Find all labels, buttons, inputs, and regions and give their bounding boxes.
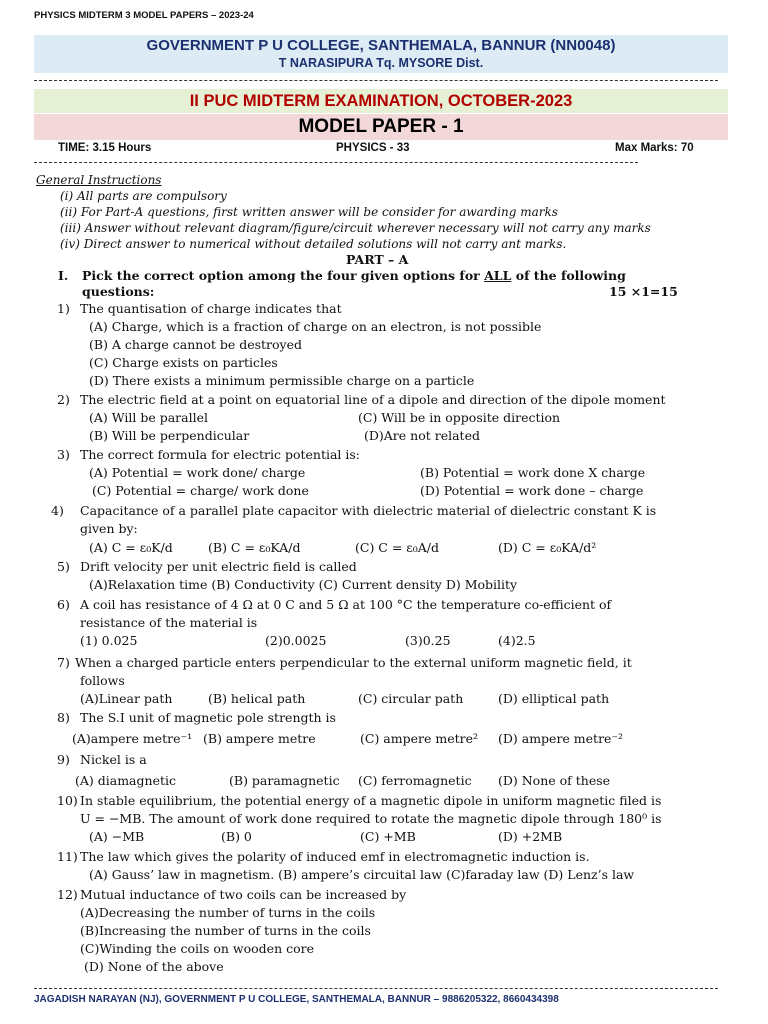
option: (D) There exists a minimum permissible charge on a particle (89, 373, 475, 388)
option: (B) 0 (221, 829, 252, 844)
question-text: The S.I unit of magnetic pole strength is (80, 710, 336, 725)
option: (A) Charge, which is a fraction of charge on an electron, is not possible (89, 319, 542, 334)
question-number: 5) (57, 559, 70, 574)
option: (D)Are not related (364, 428, 480, 443)
question-text: Capacitance of a parallel plate capacitor with dielectric material of dielectric constant K is (80, 503, 657, 518)
exam-title: II PUC MIDTERM EXAMINATION, OCTOBER-2023 (189, 92, 573, 110)
footer-divider (34, 988, 718, 989)
option: (A) Potential = work done/ charge (89, 465, 306, 480)
question-number: 2) (57, 392, 70, 407)
option: (C) C = ε₀A/d (355, 540, 440, 555)
option: (D) None of these (498, 773, 611, 788)
option: (B) C = ε₀KA/d (208, 540, 301, 555)
option: (A) C = ε₀K/d (89, 540, 173, 555)
options-line: (A)Relaxation time (B) Conductivity (C) Current density D) Mobility (89, 577, 518, 592)
section-marks: 15 ×1=15 (609, 284, 678, 299)
option: (4)2.5 (498, 633, 536, 648)
option: (B) Potential = work done X charge (420, 465, 646, 480)
options-line: (A) Gauss’ law in magnetism. (B) ampere’s circuital law (C)faraday law (D) Lenz’s law (89, 867, 635, 882)
option: (C) Potential = charge/ work done (92, 483, 309, 498)
question-text: The law which gives the polarity of induced emf in electromagnetic induction is. (80, 849, 590, 864)
option: (C) circular path (358, 691, 464, 706)
option: (C) Charge exists on particles (89, 355, 278, 370)
question-text-cont: given by: (80, 521, 138, 536)
question-text: In stable equilibrium, the potential energy of a magnetic dipole in uniform magnetic filed is (80, 793, 662, 808)
option: (D) +2MB (498, 829, 563, 844)
max-marks: Max Marks: 70 (615, 142, 694, 154)
option: (A) −MB (89, 829, 145, 844)
question-number: 10) (57, 793, 78, 808)
question-text: The electric field at a point on equatorial line of a dipole and direction of the dipole moment (80, 392, 666, 407)
option: (B) helical path (208, 691, 306, 706)
question-number: 11) (57, 849, 78, 864)
instruction-item: (ii) For Part-A questions, first written answer will be consider for awarding marks (60, 205, 558, 219)
option: (A)Decreasing the number of turns in the coils (80, 905, 376, 920)
college-location: T NARASIPURA Tq. MYSORE Dist. (278, 56, 484, 70)
option: (D) None of the above (84, 959, 224, 974)
option: (3)0.25 (405, 633, 451, 648)
option: (D) ampere metre⁻² (498, 731, 624, 746)
college-name: GOVERNMENT P U COLLEGE, SANTHEMALA, BANNUR (NN0048) (146, 37, 616, 54)
option: (C) +MB (360, 829, 416, 844)
option: (B) Will be perpendicular (89, 428, 250, 443)
question-text: Nickel is a (80, 752, 147, 767)
question-number: 9) (57, 752, 70, 767)
option: (2)0.0025 (265, 633, 327, 648)
question-text: The quantisation of charge indicates that (80, 301, 342, 316)
option: (A)ampere metre⁻¹ (72, 731, 193, 746)
section-number: I. (58, 268, 69, 283)
option: (C) ferromagnetic (358, 773, 472, 788)
footer-credit: JAGADISH NARAYAN (NJ), GOVERNMENT P U COLLEGE, SANTHEMALA, BANNUR – 9886205322, 8660434398 (34, 994, 559, 1005)
question-number: 8) (57, 710, 70, 725)
option: (B)Increasing the number of turns in the coils (80, 923, 371, 938)
question-number: 7) (57, 655, 70, 670)
option: (A) diamagnetic (75, 773, 176, 788)
option: (C) ampere metre² (360, 731, 478, 746)
option: (C) Will be in opposite direction (358, 410, 561, 425)
section-instruction-cont: questions: (82, 284, 155, 299)
option: (B) A charge cannot be destroyed (89, 337, 303, 352)
question-number: 4) (51, 503, 64, 518)
question-text: Mutual inductance of two coils can be increased by (80, 887, 407, 902)
instruction-item: (iii) Answer without relevant diagram/figure/circuit wherever necessary will not carry any marks (60, 221, 651, 235)
option: (A)Linear path (80, 691, 173, 706)
question-text: A coil has resistance of 4 Ω at 0 C and 5 Ω at 100 °C the temperature co-efficient of (80, 597, 612, 612)
question-number: 6) (57, 597, 70, 612)
question-text-cont: resistance of the material is (80, 615, 258, 630)
question-number: 12) (57, 887, 78, 902)
option: (B) ampere metre (203, 731, 316, 746)
model-paper-title: MODEL PAPER - 1 (298, 116, 464, 137)
instruction-item: (i) All parts are compulsory (60, 189, 227, 203)
question-text: The correct formula for electric potential is: (80, 447, 361, 462)
question-text: Drift velocity per unit electric field is called (80, 559, 357, 574)
option: (D) elliptical path (498, 691, 610, 706)
option: (B) paramagnetic (229, 773, 340, 788)
option: (C)Winding the coils on wooden core (80, 941, 314, 956)
question-number: 3) (57, 447, 70, 462)
question-text: When a charged particle enters perpendicular to the external uniform magnetic field, it (75, 655, 632, 670)
divider (34, 80, 718, 81)
option: (A) Will be parallel (89, 410, 208, 425)
divider (34, 162, 638, 163)
question-number: 1) (57, 301, 70, 316)
exam-subject: PHYSICS - 33 (336, 142, 410, 154)
question-text-cont: follows (80, 673, 125, 688)
instructions-title: General Instructions (36, 173, 162, 187)
instruction-item: (iv) Direct answer to numerical without detailed solutions will not carry ant marks. (60, 237, 567, 251)
exam-time: TIME: 3.15 Hours (58, 142, 152, 154)
part-title: PART – A (346, 252, 409, 267)
option: (D) C = ε₀KA/d² (498, 540, 597, 555)
option: (D) Potential = work done – charge (420, 483, 644, 498)
question-text-cont: U = −MB. The amount of work done required to rotate the magnetic dipole through 180⁰ is (80, 811, 662, 826)
running-header: PHYSICS MIDTERM 3 MODEL PAPERS – 2023-24 (34, 10, 254, 21)
section-instruction: Pick the correct option among the four given options for ALL of the following (82, 268, 626, 283)
option: (1) 0.025 (80, 633, 138, 648)
